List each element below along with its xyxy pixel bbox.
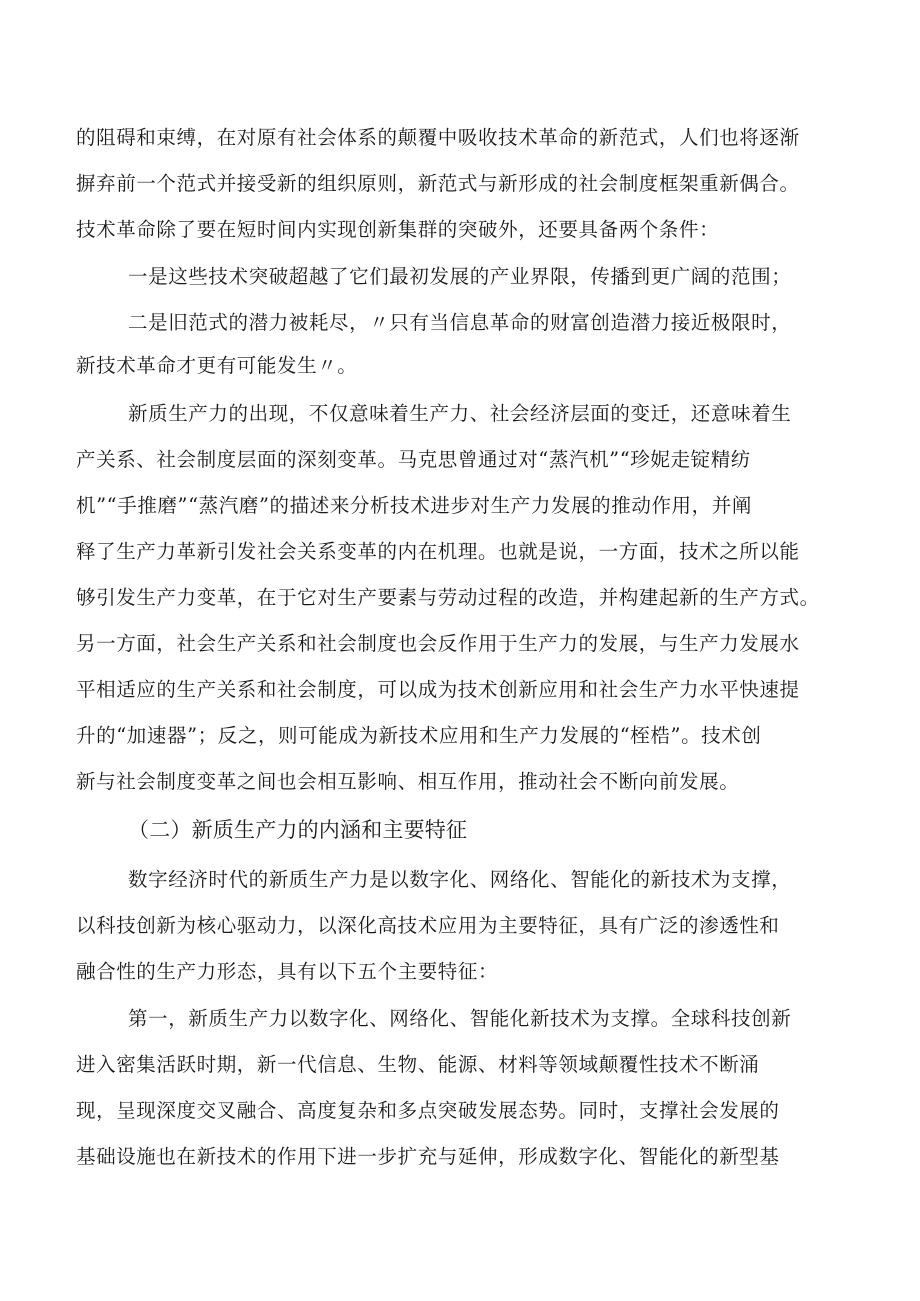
- text-line: 融合性的生产力形态，具有以下五个主要特征：: [76, 960, 499, 983]
- text-line: 以科技创新为核心驱动力，以深化高技术应用为主要特征，具有广泛的渗透性和: [76, 914, 780, 937]
- text-line: 够引发生产力变革，在于它对生产要素与劳动过程的改造，并构建起新的生产方式。: [76, 586, 820, 609]
- text-line: 另一方面，社会生产关系和社会制度也会反作用于生产力的发展，与生产力发展水: [76, 632, 800, 655]
- section-heading: （二）新质生产力的内涵和主要特征: [128, 818, 468, 842]
- text-line: 基础设施也在新技术的作用下进一步扩充与延伸，形成数字化、智能化的新型基: [76, 1145, 780, 1168]
- text-line: 新与社会制度变革之间也会相互影响、相互作用，推动社会不断向前发展。: [76, 770, 740, 793]
- text-line: 一是这些技术突破超越了它们最初发展的产业界限，传播到更广阔的范围；: [128, 265, 792, 288]
- text-line: 技术革命除了要在短时间内实现创新集群的突破外，还要具备两个条件：: [76, 218, 720, 241]
- text-line: 新质生产力的出现，不仅意味着生产力、社会经济层面的变迁，还意味着生: [128, 402, 792, 425]
- text-line: 数字经济时代的新质生产力是以数字化、网络化、智能化的新技术为支撑，: [128, 868, 792, 891]
- text-line: 平相适应的生产关系和社会制度，可以成为技术创新应用和社会生产力水平快速提: [76, 678, 800, 701]
- text-line: 二是旧范式的潜力被耗尽，〃只有当信息革命的财富创造潜力接近极限时，: [128, 311, 792, 334]
- text-line: 机”“手推磨”“蒸汽磨”的描述来分析技术进步对生产力发展的推动作用，并阐: [76, 494, 752, 517]
- text-line: 现，呈现深度交叉融合、高度复杂和多点突破发展态势。同时，支撑社会发展的: [76, 1099, 780, 1122]
- text-line: 新技术革命才更有可能发生〃。: [76, 354, 358, 377]
- text-line: 的阻碍和束缚，在对原有社会体系的颠覆中吸收技术革命的新范式，人们也将逐渐: [76, 126, 800, 149]
- text-line: 摒弃前一个范式并接受新的组织原则，新范式与新形成的社会制度框架重新偶合。: [76, 172, 800, 195]
- text-line: 进入密集活跃时期，新一代信息、生物、能源、材料等领域颠覆性技术不断涌: [76, 1053, 760, 1076]
- text-line: 第一，新质生产力以数字化、网络化、智能化新技术为支撑。全球科技创新: [128, 1007, 792, 1030]
- text-line: 升的“加速器”；反之，则可能成为新技术应用和生产力发展的“桎梏”。技术创: [76, 724, 762, 747]
- text-line: 产关系、社会制度层面的深刻变革。马克思曾通过对“蒸汽机”“珍妮走锭精纺: [76, 448, 751, 471]
- text-line: 释了生产力革新引发社会关系变革的内在机理。也就是说，一方面，技术之所以能: [76, 540, 800, 563]
